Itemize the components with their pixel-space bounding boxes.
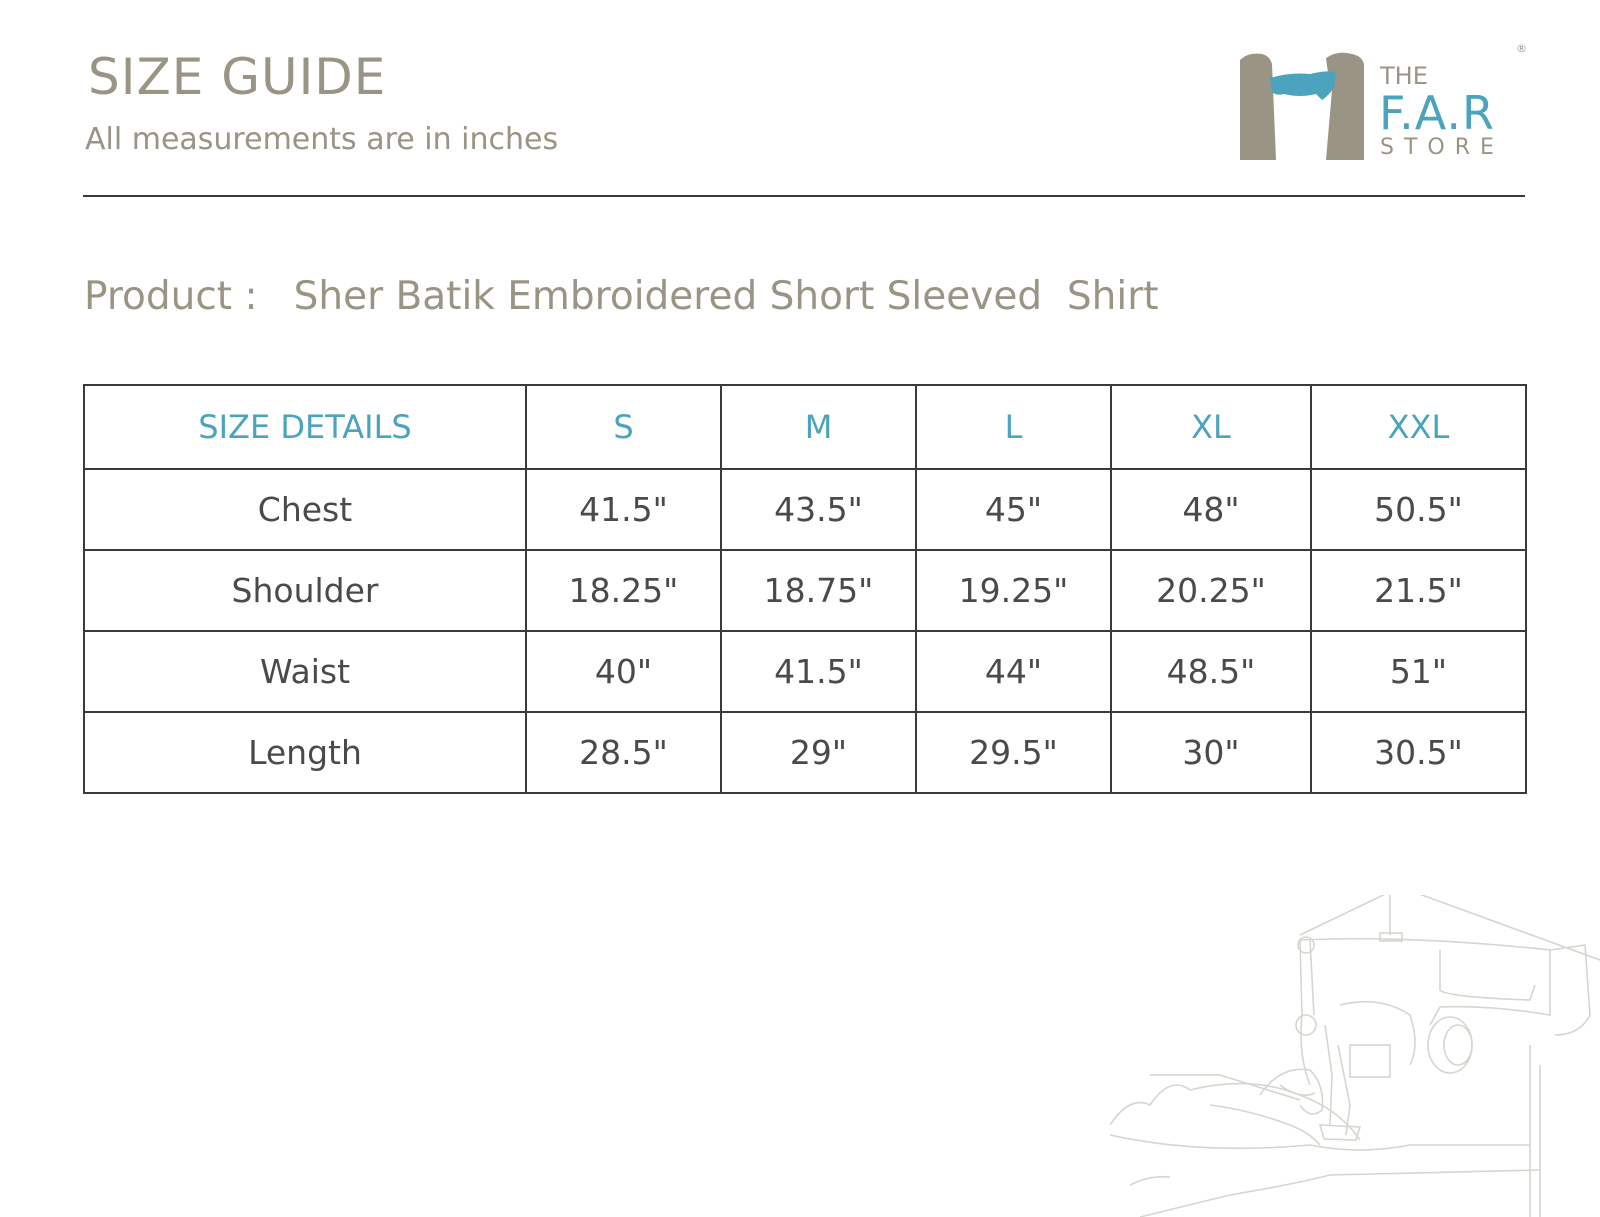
table-cell: 30.5" — [1311, 712, 1526, 793]
row-label-shoulder: Shoulder — [84, 550, 526, 631]
table-cell: 30" — [1111, 712, 1311, 793]
table-row — [84, 631, 1526, 712]
table-cell: 45" — [916, 469, 1111, 550]
product-name: Sher Batik Embroidered Short Sleeved Shirt — [293, 274, 1159, 319]
logo-mark-icon — [1240, 50, 1380, 170]
product-label: Product : — [84, 274, 258, 319]
table-cell: 48.5" — [1111, 631, 1311, 712]
table-cell: 18.75" — [721, 550, 916, 631]
table-cell: 51" — [1311, 631, 1526, 712]
table-cell: 21.5" — [1311, 550, 1526, 631]
row-label-length: Length — [84, 712, 526, 793]
size-table — [83, 384, 1527, 794]
page-subtitle: All measurements are in inches — [85, 122, 559, 157]
table-cell: 50.5" — [1311, 469, 1526, 550]
table-row — [84, 469, 1526, 550]
header-size-details: SIZE DETAILS — [84, 385, 526, 469]
size-table-header-row — [84, 385, 1526, 469]
table-cell: 40" — [526, 631, 721, 712]
table-row — [84, 550, 1526, 631]
logo-text-the: THE — [1380, 62, 1428, 90]
header-size-xl: XL — [1111, 385, 1311, 469]
table-cell: 28.5" — [526, 712, 721, 793]
logo-text-store: STORE — [1380, 135, 1504, 160]
table-row — [84, 712, 1526, 793]
page-title: SIZE GUIDE — [88, 48, 387, 106]
product-line — [84, 274, 1159, 321]
logo-text-far: F.A.R — [1379, 86, 1495, 140]
table-cell: 18.25" — [526, 550, 721, 631]
header-size-xxl: XXL — [1311, 385, 1526, 469]
sewing-machine-illustration-icon — [1110, 895, 1600, 1217]
table-cell: 44" — [916, 631, 1111, 712]
header-divider — [83, 195, 1525, 197]
table-cell: 41.5" — [526, 469, 721, 550]
table-cell: 19.25" — [916, 550, 1111, 631]
row-label-waist: Waist — [84, 631, 526, 712]
table-cell: 29.5" — [916, 712, 1111, 793]
header-size-s: S — [526, 385, 721, 469]
header-size-l: L — [916, 385, 1111, 469]
row-label-chest: Chest — [84, 469, 526, 550]
header-size-m: M — [721, 385, 916, 469]
table-cell: 20.25" — [1111, 550, 1311, 631]
table-cell: 48" — [1111, 469, 1311, 550]
registered-mark: ® — [1516, 42, 1527, 55]
table-cell: 41.5" — [721, 631, 916, 712]
table-cell: 43.5" — [721, 469, 916, 550]
table-cell: 29" — [721, 712, 916, 793]
brand-logo — [1240, 42, 1530, 172]
